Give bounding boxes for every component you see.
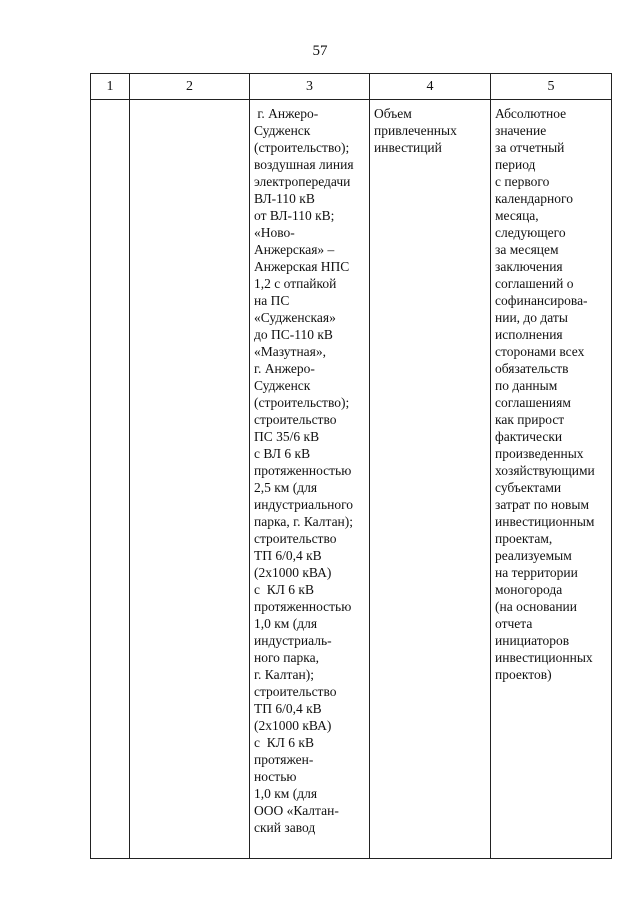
page-number: 57 <box>312 43 328 59</box>
cell-indicator <box>130 100 250 859</box>
table-header-row <box>91 74 612 100</box>
cell-number <box>91 100 130 859</box>
cell-method <box>491 100 612 859</box>
column-header-5: 5 <box>491 74 612 100</box>
cell-projects <box>250 100 370 859</box>
projects-text: г. Анжеро- Судженск (строительство); воздушная линия электропередачи ВЛ-110 кВ от ВЛ-110 кВ; «Ново- Анжерская» – Анжерская НПС 1,2 с отпайкой на ПС «Судженская» до ПС-110 кВ «Мазутная», г. Анжеро- Судженск (строительство); строительство ПС 35/6 кВ с ВЛ 6 кВ протяженностью 2,5 км (для индустриального парка, г. Калтан); строительство ТП 6/0,4 кВ (2х1000 кВА) с КЛ 6 кВ протяженностью 1,0 км (для индустриаль- ного парка, г. Калтан); строительство ТП 6/0,4 кВ (2х1000 кВА) с КЛ 6 кВ протяжен- ностью 1,0 км (для ООО «Калтан- ский завод <box>254 106 354 835</box>
metric-text: Объем привлеченных инвестиций <box>374 106 457 155</box>
method-text: Абсолютное значение за отчетный период с первого календарного месяца, следующего за месяцем заключения соглашений о софинансирова- нии, до даты исполнения сторонами всех обязательств по данным соглашениям как прирост фактически произведенных хозяйствующими субъектами затрат по новым инвестиционным проектам, реализуемым на территории моногорода (на основании отчета инициаторов инвестиционных проектов) <box>495 106 595 682</box>
column-header-2: 2 <box>130 74 250 100</box>
table-row <box>91 100 612 859</box>
indicator-table <box>90 73 612 859</box>
cell-metric <box>370 100 491 859</box>
column-header-4: 4 <box>370 74 491 100</box>
column-header-1: 1 <box>91 74 130 100</box>
column-header-3: 3 <box>250 74 370 100</box>
